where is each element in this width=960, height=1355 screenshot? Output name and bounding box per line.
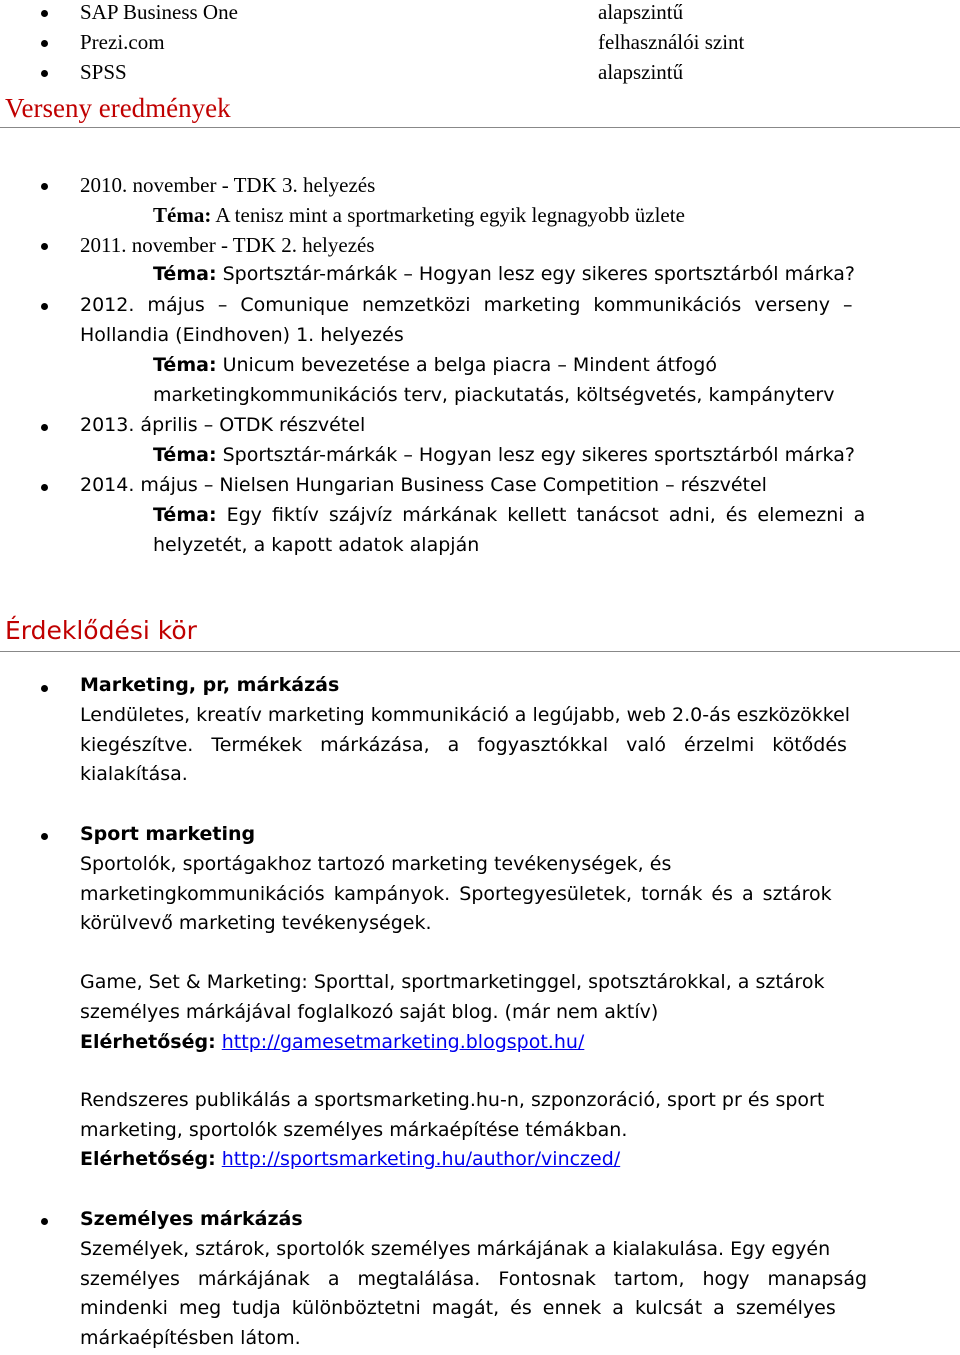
contact-line: Elérhetőség: http://gamesetmarketing.blogspot.hu/ [80, 1031, 585, 1053]
competition-line: 2013. április – OTDK részvétel [80, 414, 366, 436]
interest-heading: Személyes márkázás [80, 1208, 303, 1230]
author-link[interactable]: http://sportsmarketing.hu/author/vinczed/ [221, 1148, 621, 1170]
interest-text: marketingkommunikációs kampányok. Sportegyesületek, tornák és a sztárok [80, 883, 832, 905]
competition-topic: Téma: Unicum bevezetése a belga piacra – Mindent átfogó [153, 354, 717, 376]
interest-heading: Sport marketing [80, 823, 256, 845]
competition-topic: Téma: Egy fiktív szájvíz márkának kellett tanácsot adni, és elemezni a [153, 504, 866, 526]
bullet-icon [41, 10, 48, 17]
bullet-icon [41, 685, 48, 692]
competition-topic-cont: marketingkommunikációs terv, piackutatás, költségvetés, kampányterv [153, 384, 835, 406]
section-title-competitions: Verseny eredmények [5, 93, 231, 123]
competition-line: Hollandia (Eindhoven) 1. helyezés [80, 324, 404, 346]
interest-text: Lendületes, kreatív marketing kommunikáció a legújabb, web 2.0-ás eszközökkel [80, 704, 851, 726]
skill-name: SAP Business One [80, 0, 238, 24]
section-title-interests: Érdeklődési kör [5, 616, 197, 645]
bullet-icon [41, 303, 48, 310]
skill-name: SPSS [80, 60, 127, 84]
bullet-icon [41, 833, 48, 840]
interest-text: kialakítása. [80, 763, 188, 785]
skill-level: alapszintű [598, 0, 684, 24]
competition-topic: Téma: Sportsztár-márkák – Hogyan lesz egy sikeres sportsztárból márka? [153, 444, 855, 466]
interest-text: kiegészítve. Termékek márkázása, a fogyasztókkal való érzelmi kötődés [80, 734, 847, 756]
competition-topic: Téma: A tenisz mint a sportmarketing egyik legnagyobb üzlete [153, 203, 685, 227]
competition-topic: Téma: Sportsztár-márkák – Hogyan lesz egy sikeres sportsztárból márka? [153, 263, 855, 285]
interest-heading: Marketing, pr, márkázás [80, 674, 340, 696]
bullet-icon [41, 70, 48, 77]
contact-line: Elérhetőség: http://sportsmarketing.hu/author/vinczed/ [80, 1148, 621, 1170]
interest-text: Személyek, sztárok, sportolók személyes márkájának a kialakulása. Egy egyén [80, 1238, 831, 1260]
section-divider [0, 127, 960, 128]
section-divider [0, 651, 960, 652]
competition-line: 2011. november - TDK 2. helyezés [80, 233, 375, 257]
competition-line: 2010. november - TDK 3. helyezés [80, 173, 376, 197]
blog-text: Rendszeres publikálás a sportsmarketing.hu-n, szponzoráció, sport pr és sport [80, 1089, 825, 1111]
skill-level: felhasználói szint [598, 30, 745, 54]
blog-text: Game, Set & Marketing: Sporttal, sportmarketinggel, spotsztárokkal, a sztárok [80, 971, 825, 993]
competition-line: 2012. május – Comunique nemzetközi marketing kommunikációs verseny – [80, 294, 853, 316]
blog-text: marketing, sportolók személyes márkaépítése témákban. [80, 1119, 628, 1141]
interest-text: Sportolók, sportágakhoz tartozó marketing tevékenységek, és [80, 853, 672, 875]
interest-text: körülvevő marketing tevékenységek. [80, 912, 432, 934]
competition-line: 2014. május – Nielsen Hungarian Business Case Competition – részvétel [80, 474, 767, 496]
skill-name: Prezi.com [80, 30, 165, 54]
bullet-icon [41, 1218, 48, 1225]
interest-text: személyes márkájának a megtalálása. Fontosnak tartom, hogy manapság [80, 1268, 868, 1290]
interest-text: márkaépítésben látom. [80, 1327, 301, 1349]
bullet-icon [41, 40, 48, 47]
interest-text: mindenki meg tudja különböztetni magát, és ennek a kulcsát a személyes [80, 1297, 836, 1319]
bullet-icon [41, 243, 48, 250]
competition-topic-cont: helyzetét, a kapott adatok alapján [153, 534, 480, 556]
bullet-icon [41, 183, 48, 190]
blog-link[interactable]: http://gamesetmarketing.blogspot.hu/ [221, 1031, 585, 1053]
bullet-icon [41, 484, 48, 491]
bullet-icon [41, 424, 48, 431]
blog-text: személyes márkájával foglalkozó saját blog. (már nem aktív) [80, 1001, 659, 1023]
skill-level: alapszintű [598, 60, 684, 84]
